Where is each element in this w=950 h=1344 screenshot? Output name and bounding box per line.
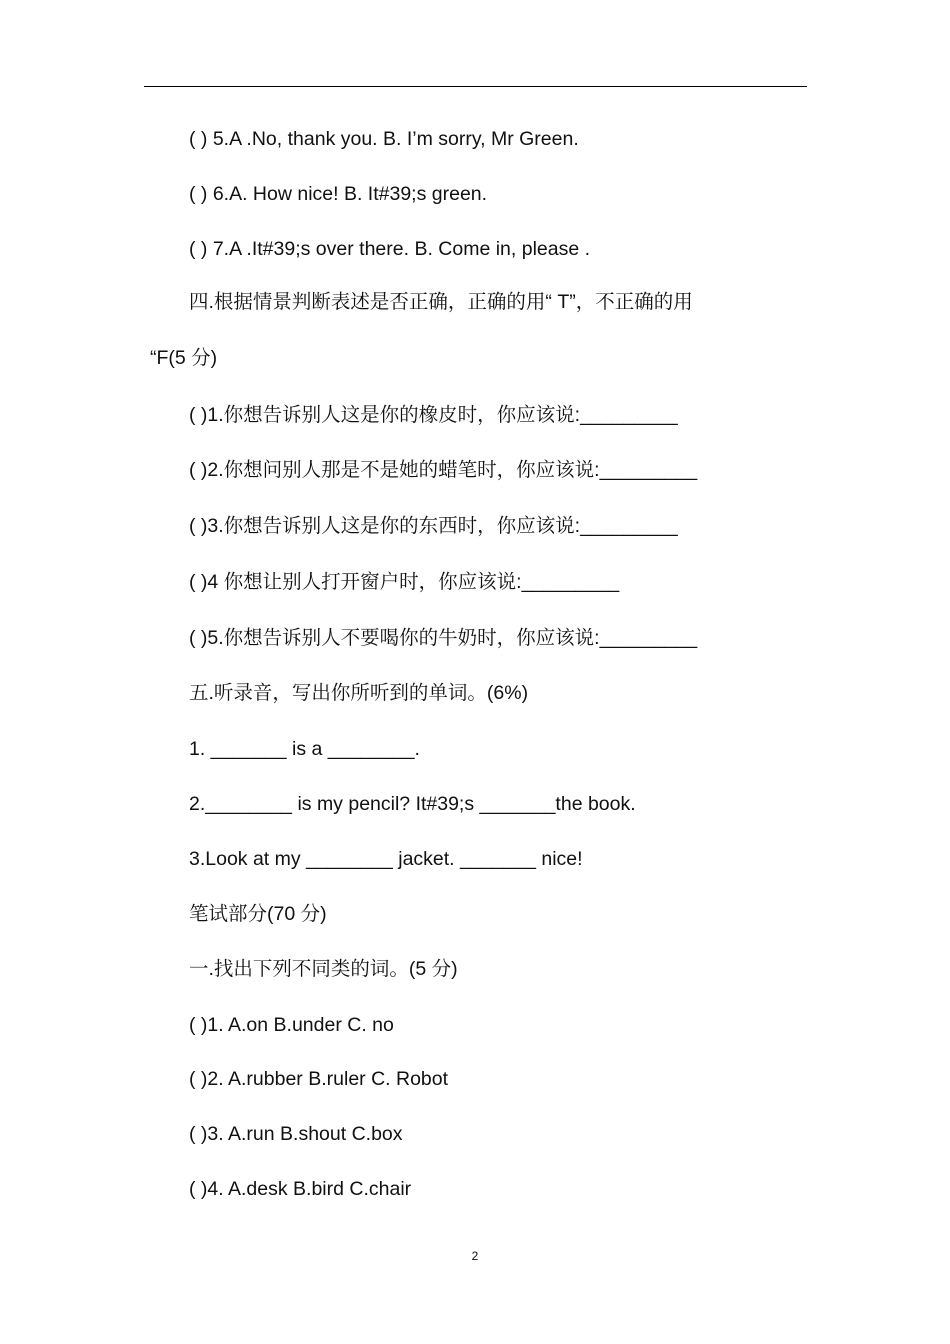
question-line: ( )3.你想告诉别人这是你的东西时，你应该说:_________ [189,515,678,537]
written-part-heading: 笔试部分(70 分) [189,903,327,925]
section-4-heading-continued: “F(5 分) [150,347,218,369]
page-number: 2 [471,1249,479,1263]
section-4-heading: 四.根据情景判断表述是否正确，正确的用“ T”，不正确的用 [189,291,693,313]
question-line: ( )4. A.desk B.bird C.chair [189,1178,412,1200]
question-line: ( )1.你想告诉别人这是你的橡皮时，你应该说:_________ [189,404,678,426]
question-line: ( )1. A.on B.under C. no [189,1014,394,1036]
question-line: ( ) 6.A. How nice! B. It#39;s green. [189,183,488,205]
section-1-heading: 一.找出下列不同类的词。(5 分) [189,958,458,980]
question-line: 3.Look at my ________ jacket. _______ nice! [189,848,583,870]
question-line: ( )2. A.rubber B.ruler C. Robot [189,1068,449,1090]
question-line: 1. _______ is a ________. [189,738,420,760]
question-line: ( )5.你想告诉别人不要喝你的牛奶时，你应该说:_________ [189,627,698,649]
header-rule [144,86,807,87]
question-line: 2.________ is my pencil? It#39;s _______the book. [189,793,636,815]
question-line: ( )3. A.run B.shout C.box [189,1123,403,1145]
question-line: ( )2.你想问别人那是不是她的蜡笔时，你应该说:_________ [189,459,698,481]
section-5-heading: 五.听录音，写出你所听到的单词。(6%) [189,682,529,704]
question-line: ( )4 你想让别人打开窗户时，你应该说:_________ [189,571,620,593]
question-line: ( ) 7.A .It#39;s over there. B. Come in, please . [189,238,591,260]
question-line: ( ) 5.A .No, thank you. B. I’m sorry, Mr Green. [189,128,579,150]
